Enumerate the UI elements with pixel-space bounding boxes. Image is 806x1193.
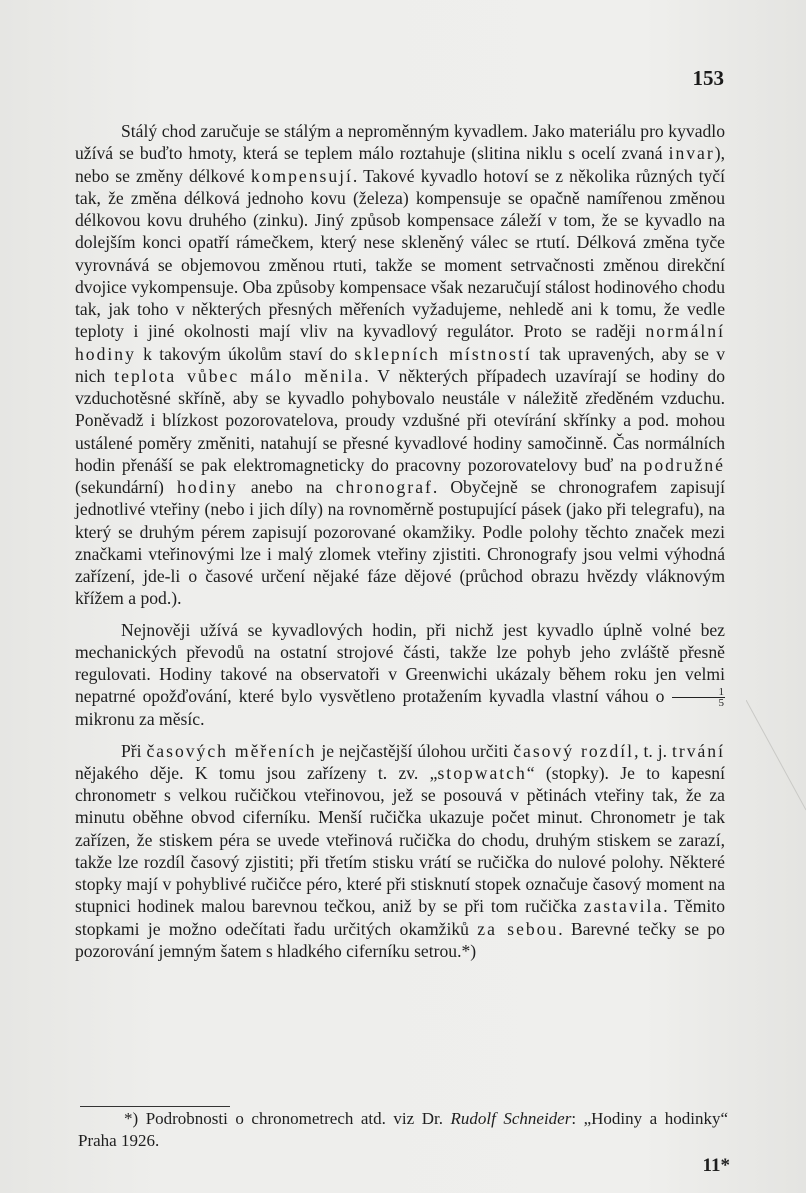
spaced-emphasis: sklepních místností bbox=[354, 343, 532, 364]
text-run: “ (stopky). Je to kapesní chronometr s velkou ručičkou vteřinovou, jež se posouvá v pětinách vteřiny tak, že za minutu oběhne obvod ciferníku. Menší ručička ukazuje počet minut. Chronometr je tak zařízen, že stiskem péra se uvede vteřinová ručička do chodu, druhým stiskem se zarazí, takže lze rozdíl časový zjistiti; při třetím stisku vrátí se ručička do nulové polohy. Některé stopky mají v pohyblivé ručičce péro, které při stisknutí stopek označuje časový moment na stupnici hodinek malou barevnou tečkou, aniž by se při tom ručička bbox=[75, 762, 725, 917]
text-run: k takovým úkolům staví do bbox=[135, 343, 355, 364]
paragraph bbox=[75, 120, 725, 610]
text-run: anebo na bbox=[237, 477, 336, 497]
text-run: . V některých případech uzavírají se hodiny do vzduchotěsné skříně, aby se kyvadlo pohybovalo neustále v náležitě zředěném vzduchu. Poněvadž i blízkost pozorovatelova, proudy vzdušné při otevírání skřínky a pod. mohou ustálené poměry změniti, natahují se přesné kyvadlové hodiny samočinně. Čas normálních hodin přenáší se pak elektromagneticky do pracovny pozorovatelovy buď na bbox=[75, 365, 725, 475]
text-run: Nejnověji užívá se kyvadlových hodin, při nichž jest kyvadlo úplně volné bez mechanických převodů na ostatní strojové části, takže lze pohyb jeho zvláště přesně regulovati. Hodiny takové na observatoři v Greenwichi ukázaly během roku jen velmi nepatrné opožďování, které bylo vysvětleno protažením kyvadla vlastní váhou o bbox=[75, 619, 725, 707]
fraction-denominator: 5 bbox=[718, 697, 724, 710]
text-run: je nejčastější úlohou určiti bbox=[316, 740, 514, 761]
paragraph bbox=[75, 740, 725, 963]
spaced-emphasis: za sebou bbox=[477, 918, 559, 939]
spaced-emphasis: časový rozdíl bbox=[513, 740, 635, 761]
text-run: . Těmito stopkami je možno odečítati řadu určitých okamžiků bbox=[75, 896, 725, 939]
fraction-numerator: 1 bbox=[672, 687, 726, 698]
footnote-marker: *) bbox=[124, 1109, 139, 1128]
page-number: 153 bbox=[692, 66, 724, 90]
signature-mark: 11* bbox=[702, 1155, 730, 1176]
text-run: , t. j. bbox=[634, 740, 672, 761]
text-run: tak upravených, aby se v nich bbox=[75, 343, 726, 386]
text-run: (sekundární) bbox=[75, 477, 177, 497]
text-run: ), nebo se změny délkové bbox=[75, 143, 725, 186]
fraction bbox=[672, 687, 726, 708]
spaced-emphasis: časových měřeních bbox=[146, 740, 317, 761]
footnote-text-before: Podrobnosti o chronometrech atd. viz Dr. bbox=[138, 1109, 451, 1128]
spaced-emphasis: normální hodiny bbox=[75, 321, 725, 364]
footnote-text-after: : „Hodiny a hodinky“ Praha 1926. bbox=[78, 1109, 728, 1150]
spaced-emphasis: chronograf bbox=[335, 477, 433, 497]
spaced-emphasis: zastavila bbox=[583, 896, 664, 917]
paper-fold-line bbox=[746, 700, 806, 820]
body-text bbox=[75, 120, 725, 962]
text-run: . Takové kyvadlo hotoví se z několika různých tyčí tak, že změna délková jednoho kovu (železa) kompensuje se opačně namířenou změnou délkovou kovu druhého (zinku). Jiný způsob kompensace záleží v tom, že se kyvadlo na dolejším konci opatří rámečkem, který nese skleněný válec se rtutí. Délková změna tyče vyrovnává se objemovou změnou rtuti, takže se moment setrvačnosti změnou direkční dvojice vykompensuje. Oba způsoby kompensace však nezaručují stálost hodinového chodu tak, jak toho v některých přesných měřeních vyžadujeme, nehledě ani k tomu, že vedle teploty i jiné okolnosti mají vliv na kyvadlový regulátor. Proto se raději bbox=[75, 165, 725, 342]
spaced-emphasis: stopwatch bbox=[437, 762, 527, 783]
spaced-emphasis: kompensují bbox=[250, 165, 353, 186]
spaced-emphasis: invar bbox=[668, 143, 715, 164]
footnote bbox=[78, 1108, 728, 1152]
text-run: Stálý chod zaručuje se stálým a neproměnným kyvadlem. Jako materiálu pro kyvadlo užívá se buďto hmoty, která se teplem málo roztahuje (slitina niklu s ocelí zvaná bbox=[75, 121, 725, 164]
spaced-emphasis: teplota vůbec málo měnila bbox=[114, 365, 365, 386]
footnote-author: Rudolf Schneider bbox=[450, 1109, 572, 1128]
paragraph bbox=[75, 619, 725, 731]
spaced-emphasis: trvání bbox=[671, 740, 725, 761]
spaced-emphasis: podružné bbox=[643, 454, 725, 475]
text-run: . Obyčejně se chronografem zapisují jednotlivé vteřiny (nebo i jich díly) na rovnoměrně postupující pásek (jako při telegrafu), na který se druhým pérem zapisují pozorované okamžiky. Podle polohy těchto značek mezi značkami vteřinovými lze i malý zlomek vteřiny zjistiti. Chronografy jsou velmi výhodná zařízení, jde-li o časové určení nějaké fáze dějové (průchod obrazu hvězdy vláknovým křížem a pod.). bbox=[75, 477, 726, 609]
text-run: Při bbox=[121, 740, 147, 761]
text-run: mikronu za měsíc. bbox=[75, 709, 205, 730]
text-run: nějakého děje. K tomu jsou zařízeny t. zv. „ bbox=[75, 762, 438, 783]
footnote-rule bbox=[80, 1106, 230, 1107]
text-run: . Barevné tečky se po pozorování jemným šatem s hladkého ciferníku setrou.*) bbox=[75, 918, 725, 961]
spaced-emphasis: hodiny bbox=[176, 477, 238, 497]
